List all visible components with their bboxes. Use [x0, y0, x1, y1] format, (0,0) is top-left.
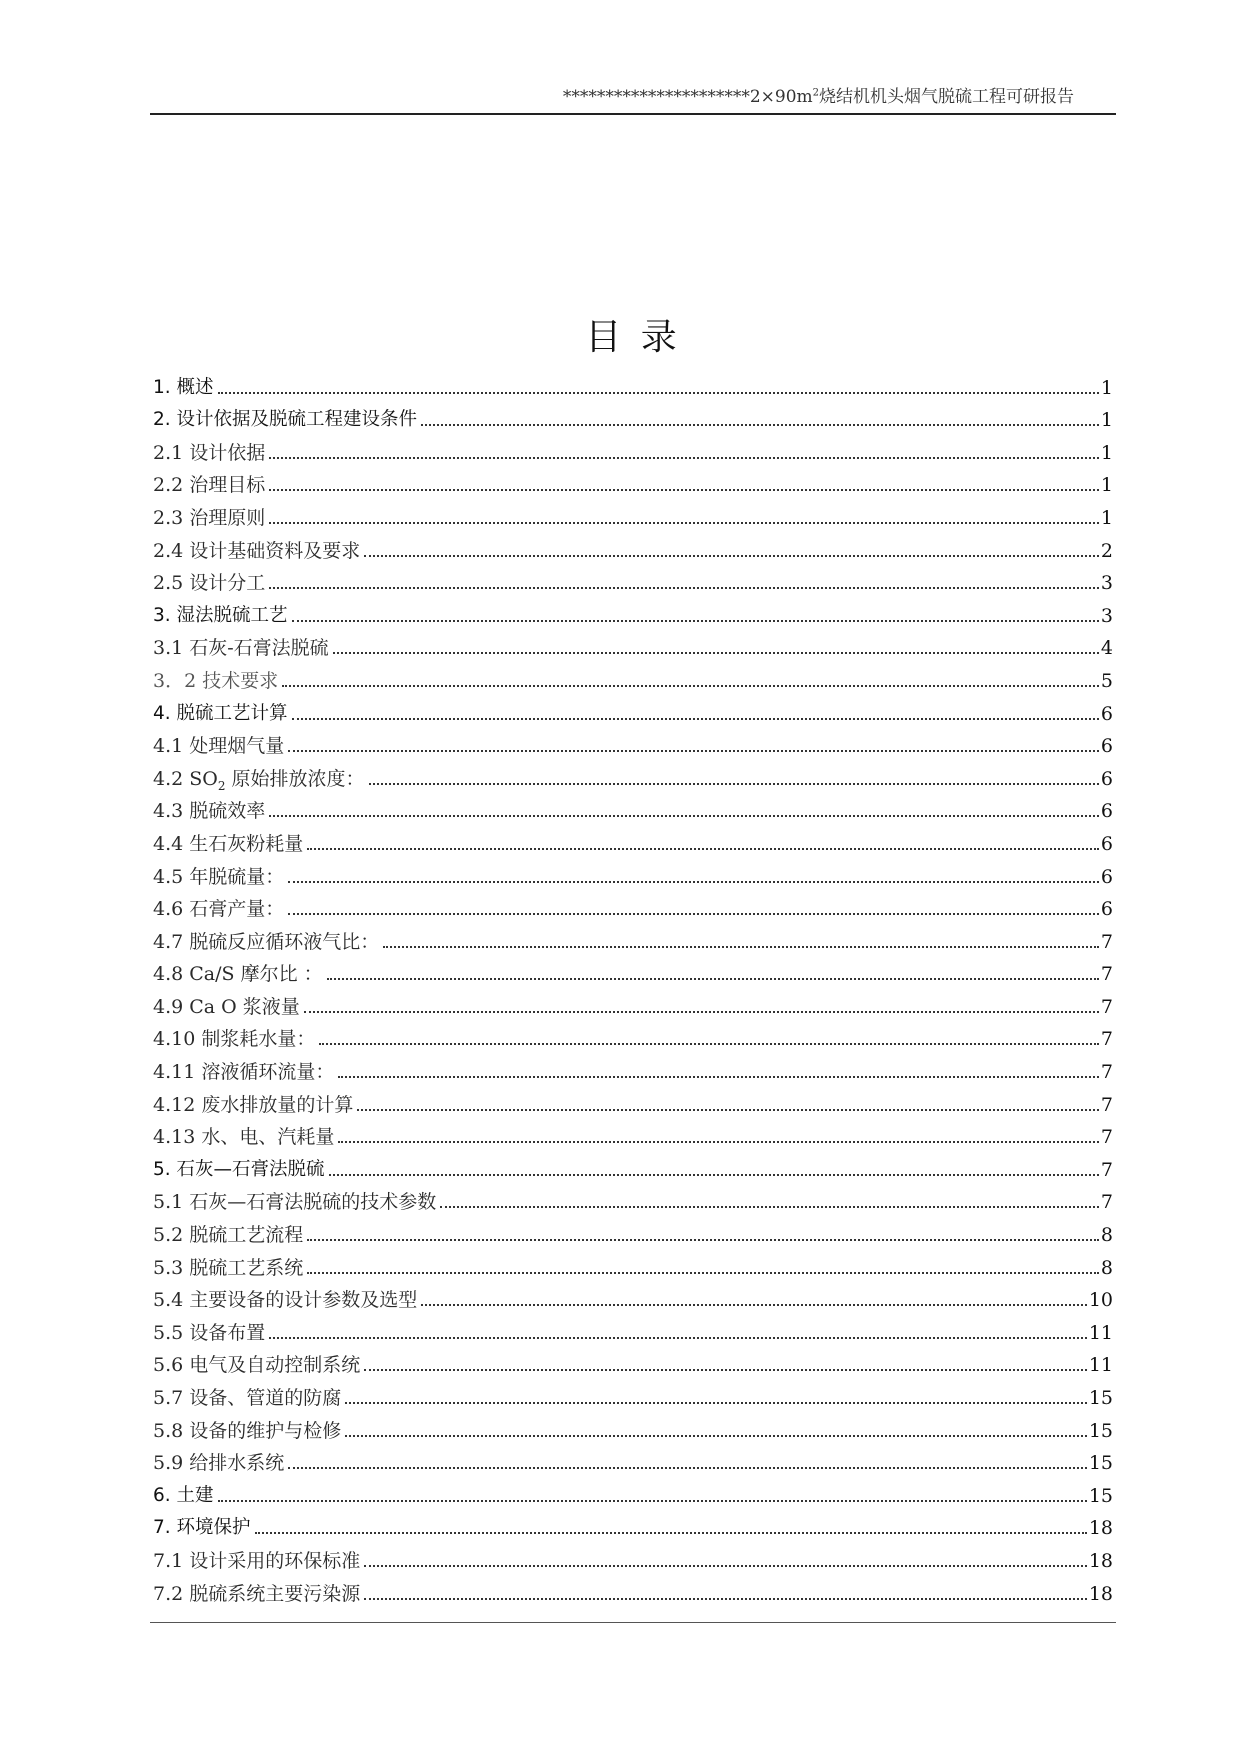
toc-entry-label: 4.10 制浆耗水量：	[153, 1028, 316, 1051]
toc-entry-page-number: 1	[1100, 409, 1113, 432]
toc-entry[interactable]	[153, 1214, 1113, 1247]
toc-entry[interactable]	[153, 628, 1113, 661]
header-rule	[150, 113, 1116, 115]
toc-entry-page-number: 11	[1088, 1354, 1113, 1377]
toc-entry-label: 5.1 石灰—石膏法脱硫的技术参数	[153, 1191, 437, 1214]
toc-dot-leader	[307, 848, 1099, 850]
toc-entry-label: 4. 脱硫工艺计算	[153, 702, 288, 724]
toc-entry-page-number: 7	[1100, 1158, 1113, 1181]
toc-entry-label: 5.8 设备的维护与检修	[153, 1419, 342, 1442]
toc-dot-leader	[421, 424, 1099, 426]
toc-dot-leader	[440, 1206, 1099, 1208]
toc-entry-page-number: 1	[1100, 474, 1113, 497]
toc-entry-page-number: 8	[1100, 1256, 1113, 1279]
toc-entry-label: 7.2 脱硫系统主要污染源	[153, 1582, 361, 1605]
toc-entry-label: 4.13 水、电、汽耗量	[153, 1126, 335, 1149]
toc-entry-page-number: 3	[1100, 572, 1113, 595]
toc-entry-page-number: 18	[1088, 1582, 1113, 1605]
toc-entry[interactable]	[153, 726, 1113, 759]
toc-entry-page-number: 2	[1100, 539, 1113, 562]
toc-entry-label	[153, 767, 369, 791]
toc-dot-leader	[269, 1337, 1087, 1339]
toc-entry[interactable]	[153, 1117, 1113, 1150]
toc-entry[interactable]	[153, 367, 1113, 400]
toc-entry-label: 5.4 主要设备的设计参数及选型	[153, 1289, 418, 1312]
toc-entry[interactable]	[153, 856, 1113, 889]
toc-dot-leader	[383, 946, 1099, 948]
toc-dot-leader	[288, 750, 1099, 752]
toc-entry-label: 2.1 设计依据	[153, 441, 266, 464]
toc-dot-leader	[218, 1500, 1087, 1502]
toc-entry-page-number: 7	[1100, 995, 1113, 1018]
toc-entry-label: 4.4 生石灰粉耗量	[153, 832, 304, 855]
toc-entry[interactable]	[153, 986, 1113, 1019]
toc-dot-leader	[269, 489, 1099, 491]
toc-entry-label: 5.7 设备、管道的防腐	[153, 1387, 342, 1409]
toc-entry[interactable]	[153, 1540, 1113, 1573]
toc-entry-page-number: 15	[1088, 1452, 1113, 1475]
toc-entry-label: 7. 环境保护	[153, 1517, 251, 1539]
toc-entry-page-number: 6	[1100, 865, 1113, 888]
toc-entry[interactable]	[153, 1182, 1113, 1215]
toc-entry-label-subscript: 2	[217, 778, 226, 793]
toc-entry-page-number: 4	[1100, 637, 1113, 660]
toc-entry[interactable]	[153, 465, 1113, 498]
toc-entry[interactable]	[153, 921, 1113, 954]
toc-entry-page-number: 18	[1088, 1517, 1113, 1540]
toc-dot-leader	[357, 1109, 1099, 1111]
toc-entry-page-number: 6	[1100, 800, 1113, 823]
toc-entry[interactable]	[153, 1377, 1113, 1410]
toc-dot-leader	[269, 522, 1099, 524]
toc-entry[interactable]	[153, 660, 1113, 693]
toc-entry-page-number: 1	[1100, 376, 1113, 399]
toc-entry-page-number: 18	[1088, 1549, 1113, 1572]
header-title	[563, 86, 1074, 108]
toc-dot-leader	[269, 815, 1099, 817]
toc-entry[interactable]	[153, 530, 1113, 563]
toc-entry-label: 5.2 脱硫工艺流程	[153, 1224, 304, 1247]
toc-entry-label: 4.12 废水排放量的计算	[153, 1093, 354, 1116]
toc-entry-page-number: 3	[1100, 604, 1113, 627]
toc-entry-label: 4.11 溶液循环流量：	[153, 1061, 335, 1084]
toc-entry-label: 2.4 设计基础资料及要求	[153, 539, 361, 562]
toc-dot-leader	[333, 652, 1099, 654]
toc-dot-leader	[329, 1174, 1099, 1176]
toc-entry-page-number: 8	[1100, 1224, 1113, 1247]
toc-entry-page-number: 7	[1100, 930, 1113, 953]
toc-dot-leader	[292, 718, 1099, 720]
toc-title: 目 录	[585, 317, 681, 358]
toc-entry-label: 5.6 电气及自动控制系统	[153, 1354, 361, 1377]
toc-entry-page-number: 15	[1088, 1484, 1113, 1507]
toc-entry[interactable]	[153, 823, 1113, 856]
toc-entry-label-prefix: 4.2 SO	[153, 767, 218, 790]
toc-entry[interactable]	[153, 693, 1113, 726]
toc-dot-leader	[255, 1532, 1087, 1534]
toc-entry-label: 7.1 设计采用的环保标准	[153, 1549, 361, 1572]
toc-entry[interactable]	[153, 954, 1113, 987]
toc-entry-label: 2. 设计依据及脱硫工程建设条件	[153, 409, 418, 431]
toc-dot-leader	[338, 1141, 1099, 1143]
toc-dot-leader	[364, 1565, 1087, 1567]
toc-entry[interactable]	[153, 1280, 1113, 1313]
toc-entry[interactable]	[153, 889, 1113, 922]
toc-entry-label: 5.3 脱硫工艺系统	[153, 1256, 304, 1279]
header-title-prefix: **********************2×90m	[562, 87, 813, 107]
toc-entry-page-number: 7	[1100, 963, 1113, 986]
toc-entry[interactable]	[153, 563, 1113, 596]
toc-dot-leader	[319, 1043, 1099, 1045]
toc-dot-leader	[292, 620, 1099, 622]
toc-entry-label: 4.5 年脱硫量：	[153, 865, 285, 888]
toc-entry-label: 3.1 石灰-石膏法脱硫	[153, 637, 329, 660]
toc-entry-label: 5.5 设备布置	[153, 1321, 266, 1344]
toc-entry[interactable]	[153, 791, 1113, 824]
table-of-contents	[153, 367, 1113, 1606]
toc-entry[interactable]	[153, 432, 1113, 465]
toc-dot-leader	[369, 783, 1099, 785]
toc-entry-page-number: 15	[1088, 1387, 1113, 1409]
toc-dot-leader	[345, 1435, 1087, 1437]
toc-entry-page-number: 5	[1100, 669, 1113, 692]
toc-entry-label: 4.3 脱硫效率	[153, 800, 266, 823]
toc-entry-page-number: 7	[1100, 1191, 1113, 1214]
toc-entry-page-number: 11	[1088, 1321, 1113, 1344]
toc-dot-leader	[364, 1598, 1087, 1600]
toc-entry-label: 5.9 给排水系统	[153, 1452, 285, 1475]
toc-dot-leader	[307, 1272, 1099, 1274]
toc-entry-label-suffix: 原始排放浓度：	[225, 767, 365, 790]
toc-entry[interactable]	[153, 1312, 1113, 1345]
toc-dot-leader	[364, 555, 1099, 557]
toc-entry-label: 4.7 脱硫反应循环液气比：	[153, 930, 380, 953]
toc-entry[interactable]	[153, 1475, 1113, 1508]
toc-dot-leader	[307, 1239, 1099, 1241]
toc-entry-page-number: 6	[1100, 767, 1113, 790]
toc-entry[interactable]	[153, 400, 1113, 433]
toc-dot-leader	[421, 1304, 1087, 1306]
toc-entry-page-number: 1	[1100, 441, 1113, 464]
toc-entry[interactable]	[153, 1019, 1113, 1052]
toc-dot-leader	[345, 1402, 1087, 1404]
toc-entry[interactable]	[153, 1573, 1113, 1606]
toc-entry-page-number: 15	[1088, 1419, 1113, 1442]
toc-entry[interactable]	[153, 497, 1113, 530]
toc-entry-page-number: 7	[1100, 1093, 1113, 1116]
toc-dot-leader	[327, 978, 1099, 980]
toc-entry-page-number: 7	[1100, 1028, 1113, 1051]
toc-entry[interactable]	[153, 1149, 1113, 1182]
toc-entry-page-number: 6	[1100, 832, 1113, 855]
toc-dot-leader	[288, 1467, 1087, 1469]
toc-entry[interactable]	[153, 758, 1113, 791]
toc-entry[interactable]	[153, 1345, 1113, 1378]
toc-entry-page-number: 10	[1088, 1289, 1113, 1312]
page-header	[150, 86, 1116, 116]
toc-entry-label: 1. 概述	[153, 376, 214, 398]
toc-entry[interactable]	[153, 1051, 1113, 1084]
toc-entry[interactable]	[153, 1508, 1113, 1541]
toc-dot-leader	[288, 913, 1099, 915]
toc-dot-leader	[218, 392, 1099, 394]
toc-dot-leader	[304, 1011, 1099, 1013]
toc-dot-leader	[269, 457, 1099, 459]
toc-entry-label: 3．2 技术要求	[153, 669, 279, 692]
toc-entry[interactable]	[153, 1443, 1113, 1476]
toc-entry-label: 5. 石灰—石膏法脱硫	[153, 1158, 325, 1180]
toc-entry-page-number: 6	[1100, 702, 1113, 725]
toc-entry-page-number: 7	[1100, 1126, 1113, 1149]
toc-entry-page-number: 7	[1100, 1061, 1113, 1084]
toc-dot-leader	[269, 587, 1099, 589]
toc-entry-page-number: 1	[1100, 506, 1113, 529]
header-title-suffix: 烧结机机头烟气脱硫工程可研报告	[819, 87, 1074, 107]
toc-dot-leader	[288, 881, 1099, 883]
toc-dot-leader	[338, 1076, 1099, 1078]
footer-rule	[150, 1622, 1116, 1623]
toc-entry-label: 3. 湿法脱硫工艺	[153, 604, 288, 626]
header-title-superscript: 2	[812, 87, 819, 99]
toc-entry-label: 2.5 设计分工	[153, 572, 266, 595]
toc-entry[interactable]	[153, 1410, 1113, 1443]
toc-dot-leader	[364, 1369, 1087, 1371]
toc-dot-leader	[282, 685, 1099, 687]
toc-entry[interactable]	[153, 595, 1113, 628]
toc-entry-page-number: 6	[1100, 735, 1113, 758]
toc-entry-label: 4.8 Ca/S 摩尔比 ：	[153, 963, 323, 986]
toc-entry-label: 4.6 石膏产量：	[153, 898, 285, 921]
toc-entry-label: 4.9 Ca O 浆液量	[153, 995, 300, 1018]
toc-entry-page-number: 6	[1100, 898, 1113, 921]
toc-entry-label: 2.2 治理目标	[153, 474, 266, 497]
toc-entry-label: 2.3 治理原则	[153, 506, 266, 529]
toc-entry-label: 4.1 处理烟气量	[153, 735, 285, 758]
toc-entry-label: 6. 土建	[153, 1484, 214, 1506]
toc-entry[interactable]	[153, 1247, 1113, 1280]
toc-entry[interactable]	[153, 1084, 1113, 1117]
